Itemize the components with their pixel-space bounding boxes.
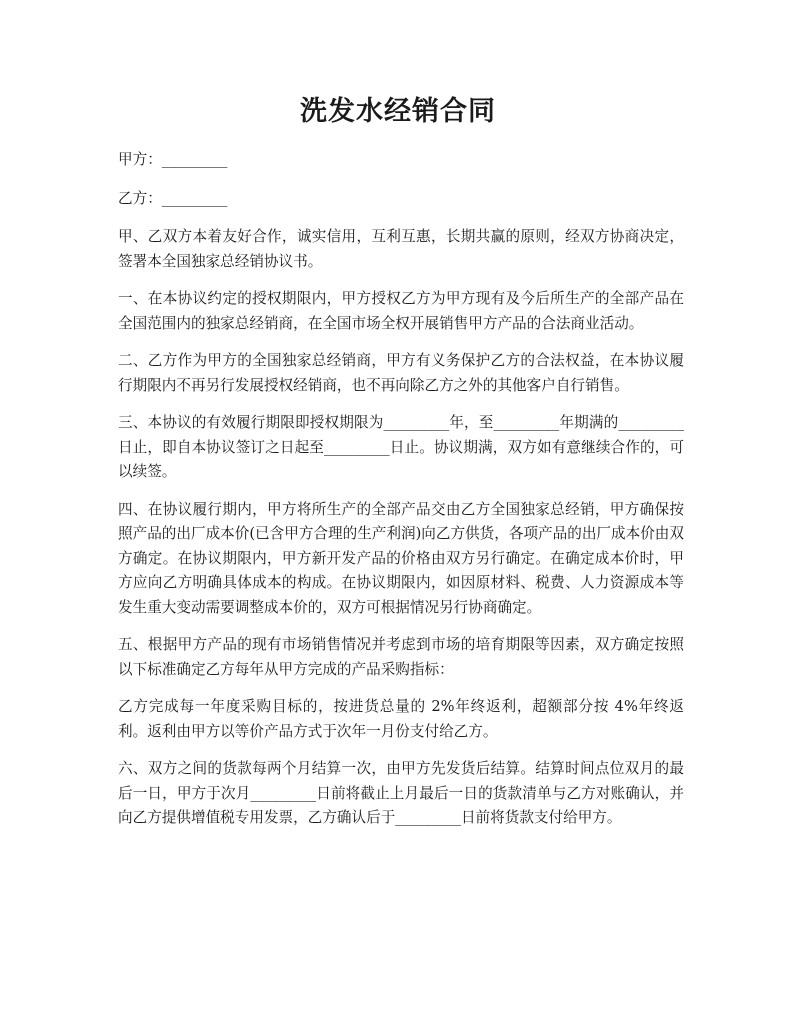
party-a-line: 甲方：_________: [118, 151, 228, 168]
clause-1-paragraph: 一、在本协议约定的授权期限内，甲方授权乙方为甲方现有及今后所生产的全部产品在全国范围内的独家总经销商，在全国市场全权开展销售甲方产品的合法商业活动。: [118, 290, 684, 332]
clause-4-paragraph: 四、在协议履行期内，甲方将所生产的全部产品交由乙方全国独家总经销，甲方确保按照产品的出厂成本价(已含甲方合理的生产利润)向乙方供货，各项产品的出厂成本价由双方确定。在协议期限内，甲方新开发产品的价格由双方另行确定。在确定成本价时，甲方应向乙方明确具体成本的构成。在协议期限内，如因原材料、税费、人力资源成本等发生重大变动需要调整成本价的，双方可根据情况另行协商确定。: [118, 500, 684, 616]
clause-2-paragraph: 二、乙方作为甲方的全国独家总经销商，甲方有义务保护乙方的合法权益，在本协议履行期限内不再另行发展授权经销商，也不再向除乙方之外的其他客户自行销售。: [118, 352, 684, 394]
clause-3-paragraph: 三、本协议的有效履行期限即授权期限为_________年，至_________年期满的_________日止，即自本协议签订之日起至_________日止。协议期满，双方如有意继续合作的，可以续签。: [118, 414, 684, 480]
clause-5-paragraph: 五、根据甲方产品的现有市场销售情况并考虑到市场的培育期限等因素，双方确定按照以下标准确定乙方每年从甲方完成的产品采购指标：: [118, 636, 684, 678]
clause-6-paragraph: 六、双方之间的货款每两个月结算一次，由甲方先发货后结算。结算时间点位双月的最后一日，甲方于次月_________日前将截止上月最后一日的货款清单与乙方对账确认，并向乙方提供增值税专用发票，乙方确认后于_________日前将货款支付给甲方。: [118, 760, 684, 826]
preamble-paragraph: 甲、乙双方本着友好合作，诚实信用，互利互惠，长期共赢的原则，经双方协商决定，签署本全国独家总经销协议书。: [118, 228, 684, 270]
document-body: [118, 148, 684, 844]
rebate-paragraph: 乙方完成每一年度采购目标的，按进货总量的 2%年终返利，超额部分按 4%年终返利。返利由甲方以等价产品方式于次年一月份支付给乙方。: [118, 698, 684, 740]
document-title: 洗发水经销合同: [300, 96, 496, 127]
party-b-line: 乙方：_________: [118, 189, 228, 207]
